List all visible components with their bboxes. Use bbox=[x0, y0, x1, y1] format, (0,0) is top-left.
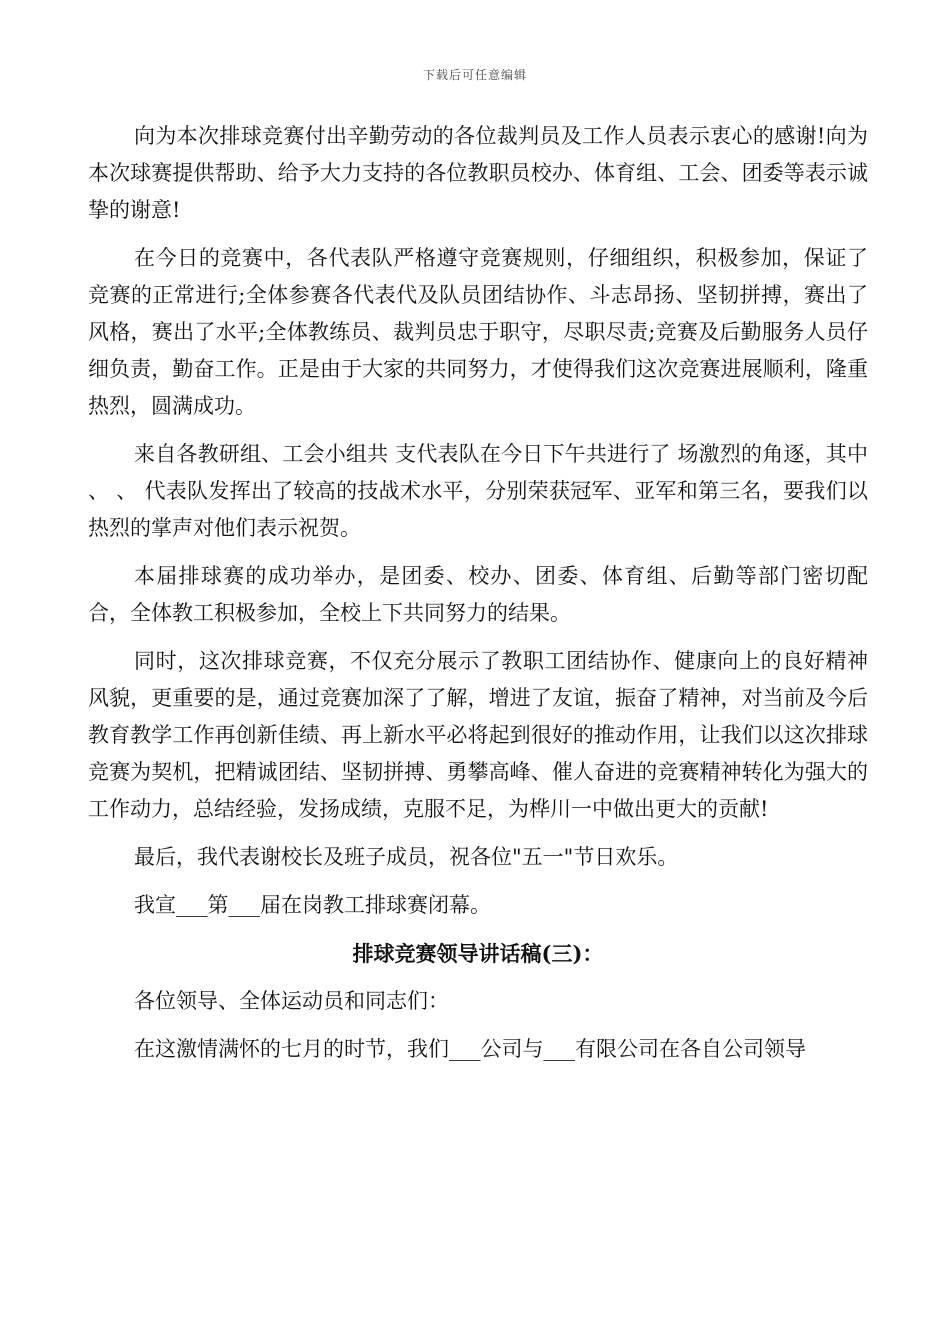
paragraph-closing-declaration: 我宣___第___届在岗教工排球赛闭幕。 bbox=[134, 893, 491, 917]
paragraph-closing-wish: 最后，我代表谢校长及班子成员，祝各位"五一"节日欢乐。 bbox=[134, 845, 679, 869]
paragraph-competition: 在今日的竞赛中，各代表队严格遵守竞赛规则，仔细组织，积极参加，保证了竞赛的正常进行;全体参赛各代表代及队员团结协作、斗志昂扬、坚韧拼搏，赛出了风格，赛出了水平;全体教练员、裁判员忠于职守，尽职尽责;竞赛及后勤服务人员仔细负责，勤奋工作。正是由于大家的共同努力，才使得我们这次竞赛进展顺利，隆重热烈，圆满成功。 bbox=[88, 246, 868, 418]
download-note: 下载后可任意编辑 bbox=[422, 68, 527, 82]
paragraph-results: 来自各教研组、工会小组共 支代表队在今日下午共进行了 场激烈的角逐，其中 、 、 代表队发挥出了较高的技战术水平，分别荣获冠军、亚军和第三名，要我们以热烈的掌声对他们表示祝贺。 bbox=[88, 442, 868, 540]
section-title: 排球竞赛领导讲话稿(三)： bbox=[352, 941, 604, 966]
document-body bbox=[88, 118, 868, 1068]
paragraph-success: 本届排球赛的成功举办，是团委、校办、团委、体育组、后勤等部门密切配合，全体教工积极参加，全校上下共同努力的结果。 bbox=[88, 564, 868, 625]
paragraph-thanks: 向为本次排球竞赛付出辛勤劳动的各位裁判员及工作人员表示衷心的感谢!向为本次球赛提供帮助、给予大力支持的各位教职员校办、体育组、工会、团委等表示诚挚的谢意! bbox=[88, 124, 868, 222]
section-opening-paragraph: 在这激情满怀的七月的时节，我们___公司与___有限公司在各自公司领导 bbox=[134, 1037, 806, 1061]
paragraph-spirit: 同时，这次排球竞赛，不仅充分展示了教职工团结协作、健康向上的良好精神风貌，更重要的是，通过竞赛加深了了解，增进了友谊，振奋了精神，对当前及今后教育教学工作再创新佳绩、再上新水平必将起到很好的推动作用，让我们以这次排球竞赛为契机，把精诚团结、坚韧拼搏、勇攀高峰、催人奋进的竞赛精神转化为强大的工作动力，总结经验，发扬成绩，克服不足，为桦川一中做出更大的贡献! bbox=[88, 649, 868, 821]
section-salutation: 各位领导、全体运动员和同志们： bbox=[134, 989, 449, 1013]
